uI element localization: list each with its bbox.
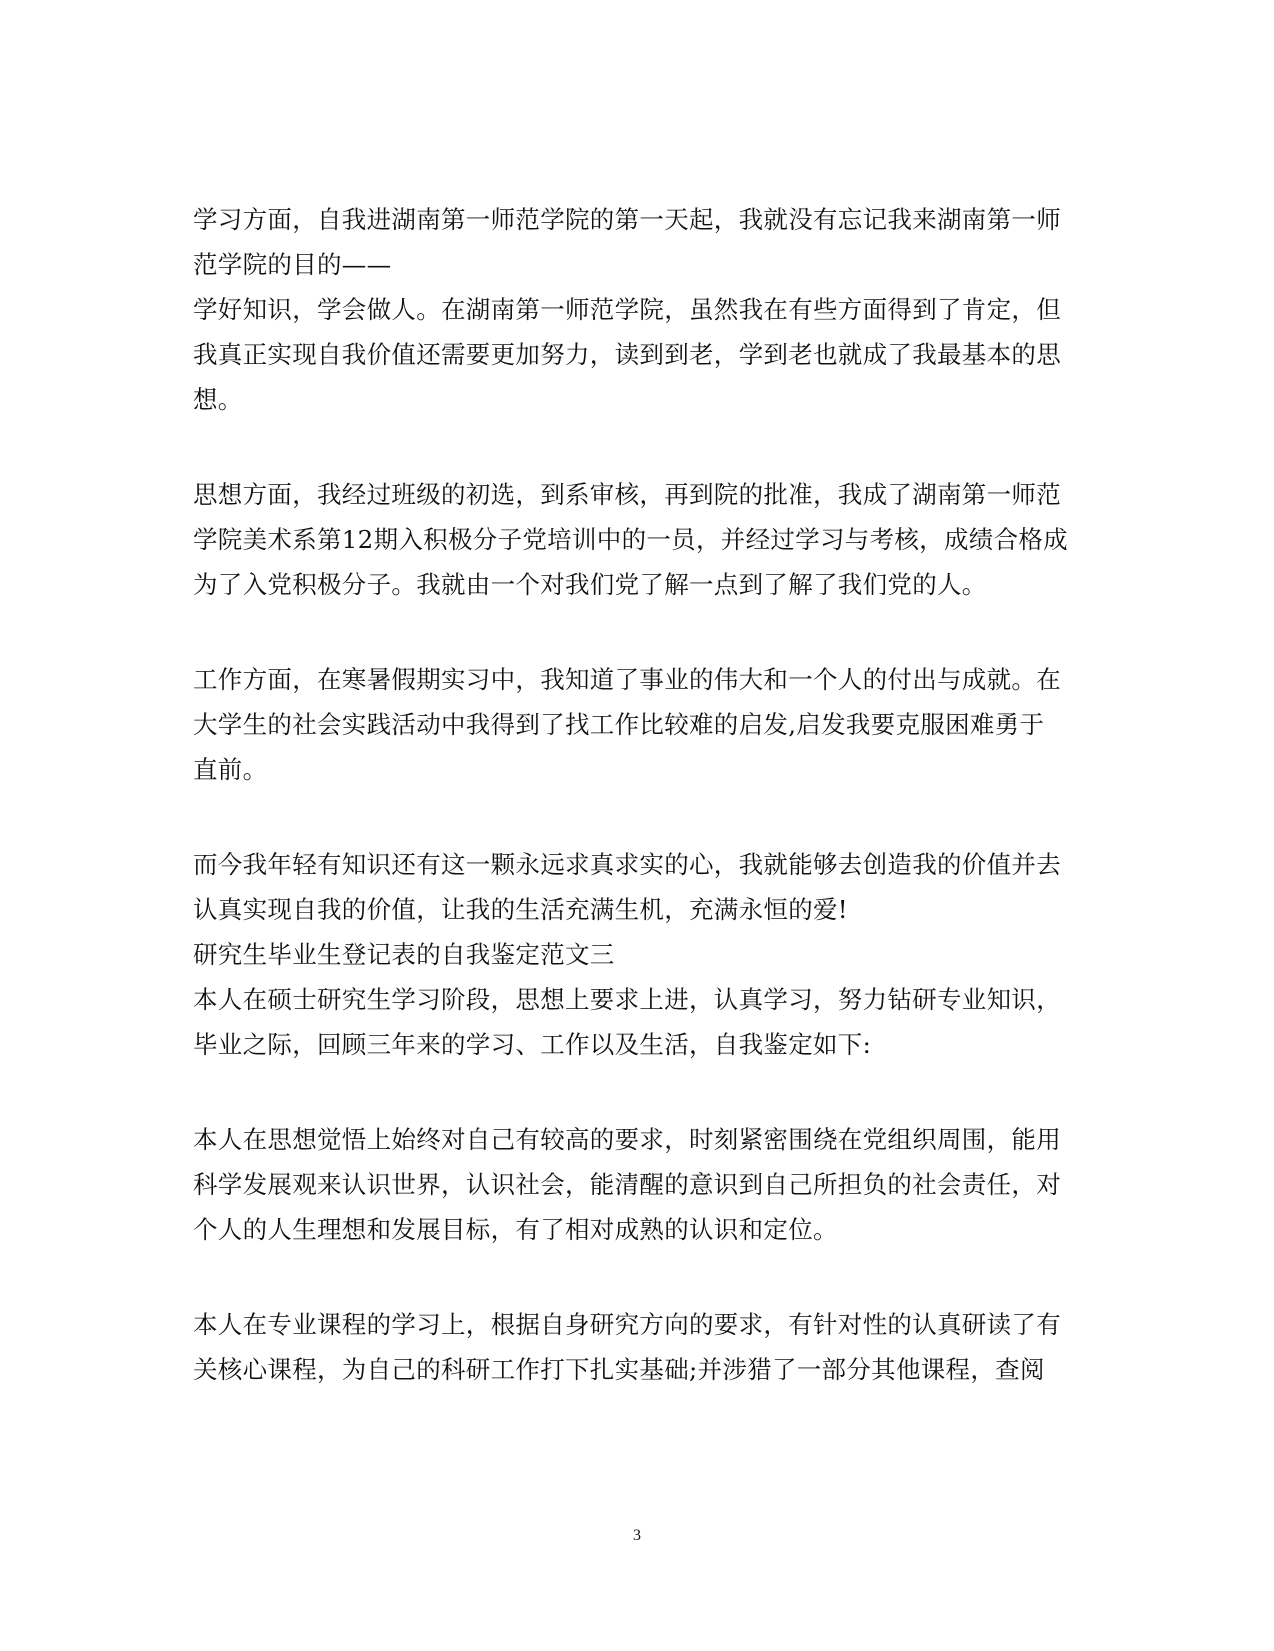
text-line: 为了入党积极分子。我就由一个对我们党了解一点到了解了我们党的人。	[193, 570, 987, 599]
text-line: 毕业之际，回顾三年来的学习、工作以及生活，自我鉴定如下:	[193, 1030, 872, 1059]
text-line: 学院美术系第12期入积极分子党培训中的一员，并经过学习与考核，成绩合格成	[193, 525, 1068, 554]
text-line: 学好知识，学会做人。在湖南第一师范学院，虽然我在有些方面得到了肯定，但	[193, 295, 1061, 324]
text-line: 思想方面，我经过班级的初选，到系审核，再到院的批准，我成了湖南第一师范	[193, 480, 1061, 509]
text-line: 而今我年轻有知识还有这一颗永远求真求实的心，我就能够去创造我的价值并去	[193, 850, 1061, 879]
text-line: 大学生的社会实践活动中我得到了找工作比较难的启发,启发我要克服困难勇于	[193, 710, 1045, 739]
text-line: 关核心课程，为自己的科研工作打下扎实基础;并涉猎了一部分其他课程，查阅	[193, 1355, 1045, 1384]
page-number: 3	[633, 1527, 641, 1544]
text-line: 直前。	[193, 755, 268, 784]
text-line: 本人在专业课程的学习上，根据自身研究方向的要求，有针对性的认真研读了有	[193, 1310, 1061, 1339]
text-line: 本人在硕士研究生学习阶段，思想上要求上进，认真学习，努力钻研专业知识，	[193, 985, 1061, 1014]
text-line: 想。	[193, 385, 243, 414]
text-line: 我真正实现自我价值还需要更加努力，读到到老，学到老也就成了我最基本的思	[193, 340, 1061, 369]
section-heading: 研究生毕业生登记表的自我鉴定范文三	[193, 940, 615, 969]
text-line: 本人在思想觉悟上始终对自己有较高的要求，时刻紧密围绕在党组织周围，能用	[193, 1125, 1061, 1154]
text-line: 学习方面，自我进湖南第一师范学院的第一天起，我就没有忘记我来湖南第一师	[193, 205, 1061, 234]
text-line: 认真实现自我的价值，让我的生活充满生机，充满永恒的爱!	[193, 895, 848, 924]
text-line: 科学发展观来认识世界，认识社会，能清醒的意识到自己所担负的社会责任，对	[193, 1170, 1061, 1199]
text-line: 工作方面，在寒暑假期实习中，我知道了事业的伟大和一个人的付出与成就。在	[193, 665, 1061, 694]
text-line: 个人的人生理想和发展目标，有了相对成熟的认识和定位。	[193, 1215, 838, 1244]
text-line: 范学院的目的——	[193, 250, 392, 279]
